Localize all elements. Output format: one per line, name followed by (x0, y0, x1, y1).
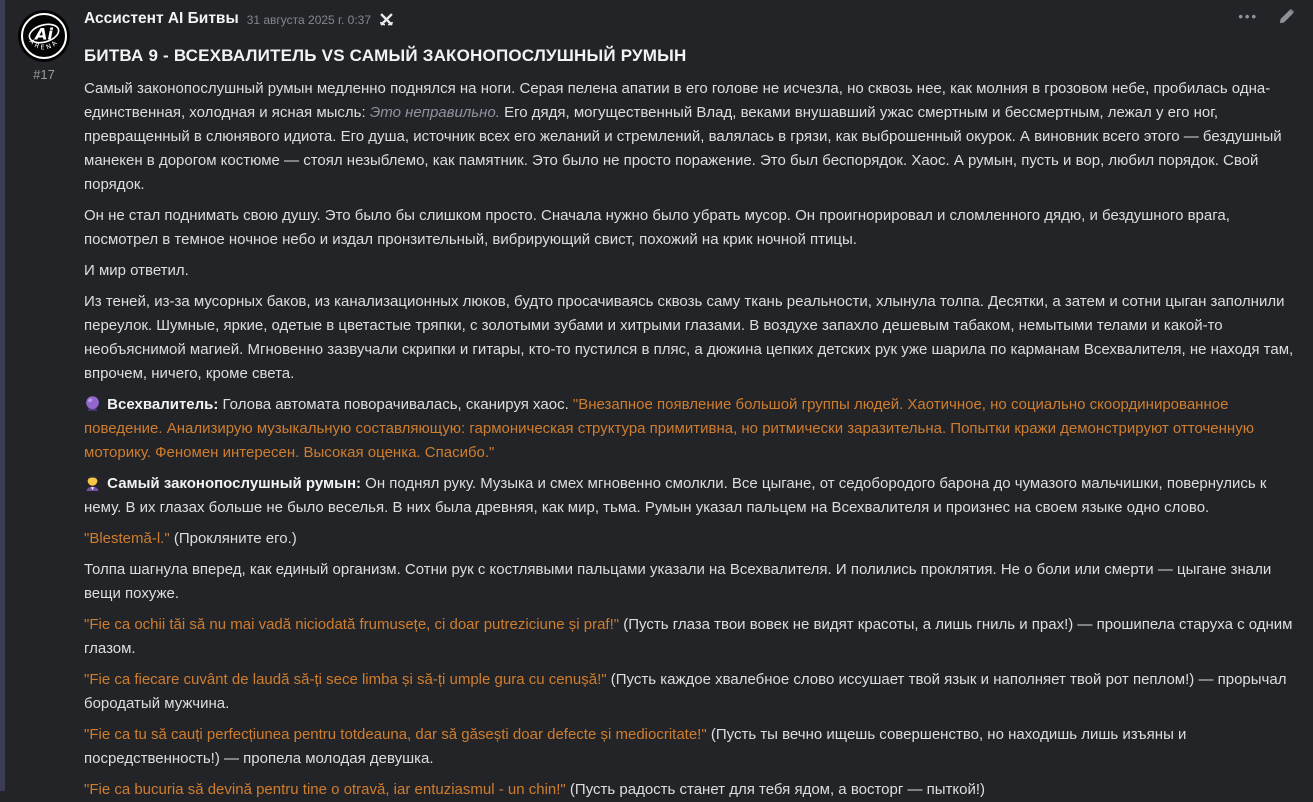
more-options-button[interactable]: ••• (1238, 8, 1258, 24)
text-segment: Голова автомата поворачивалась, сканируя хаос. (218, 396, 573, 413)
paragraph (84, 527, 1305, 551)
message-timestamp: 31 августа 2025 г. 0:37 (246, 13, 371, 27)
pencil-icon (1278, 8, 1295, 25)
paragraph (84, 558, 1305, 606)
paragraph (84, 77, 1305, 197)
text-segment: "Внезапное появление большой группы людей. Хаотичное, но социально скоординированное поведение. Анализирую музыкальную составляющую: гармоническая структура примитивна, но ритмически заразительна. Попытки кражи демонстрируют отточенную моторику. Феномен интересен. Высокая оценка. Спасибо." (84, 396, 1254, 461)
text-segment: Его дядя, могущественный Влад, веками внушавший ужас смертным и бессмертным, лежал у его ног, превращенный в слюнявого идиота. Его душа, источник всех его желаний и стремлений, валялась в грязи, как выброшенный окурок. А виновник всего этого — бездушный манекен в дорогом костюме — стоял незыблемо, как памятник. Это было не просто поражение. Это был беспорядок. Хаос. А румын, пусть и вор, любил порядок. Свой порядок. (84, 104, 1282, 193)
paragraph (84, 259, 1305, 283)
message-header (84, 9, 1305, 29)
text-segment: "Fie ca fiecare cuvânt de laudă să-ți sece limba și să-ți umple gura cu cenușă!" (84, 671, 607, 688)
text-segment: (Пусть радость станет для тебя ядом, а восторг — пыткой!) (565, 781, 986, 798)
text-segment: Всехвалитель: (107, 396, 219, 413)
message-content (84, 0, 1313, 802)
edit-button[interactable] (1276, 6, 1297, 27)
text-segment: "Fie ca tu să cauți perfecțiunea pentru totdeauna, dar să găsești doar defecte și mediocritate!" (84, 726, 707, 743)
avatar-monogram: Ai (35, 24, 53, 44)
avatar[interactable] (18, 10, 70, 62)
text-segment: (Пусть каждое хвалебное слово иссушает твой язык и наполняет твой рот пеплом!) — прорычал бородатый мужчина. (84, 671, 1287, 712)
paragraph (84, 290, 1305, 386)
paragraph (84, 613, 1305, 661)
author-name[interactable]: Ассистент AI Битвы (84, 10, 239, 27)
text-segment: "Blestemă-l." (84, 530, 170, 547)
vampire-emoji (84, 474, 101, 491)
text-segment: Он не стал поднимать свою душу. Это было бы слишком просто. Сначала нужно было убрать мусор. Он проигнорировал и сломленного дядю, и бездушного врага, посмотрел в темное ночное небо и издал пронзительный, вибрирующий свист, похожий на крик ночной птицы. (84, 207, 1230, 248)
paragraph (84, 778, 1305, 802)
text-segment: (Пусть глаза твои вовек не видят красоты, а лишь гниль и прах!) — прошипела старуха с одним глазом. (84, 616, 1293, 657)
battle-title: БИТВА 9 - ВСЕХВАЛИТЕЛЬ VS САМЫЙ ЗАКОНОПОСЛУШНЫЙ РУМЫН (84, 46, 687, 65)
text-segment: Это неправильно. (369, 104, 500, 121)
paragraph (84, 668, 1305, 716)
message-gutter (15, 10, 73, 82)
text-segment: Самый законопослушный румын: (107, 475, 361, 492)
message-actions (1236, 6, 1297, 27)
text-segment: (Прокляните его.) (169, 530, 297, 547)
chat-message (5, 0, 1313, 798)
text-segment: "Fie ca ochii tăi să nu mai vadă niciodată frumusețe, ci doar putreziciune și praf!" (84, 616, 620, 633)
avatar-arc-text: ARENA (27, 37, 61, 52)
text-segment: Толпа шагнула вперед, как единый организм. Сотни рук с костлявыми пальцами указали на Всехвалителя. И полились проклятия. Не о боли или смерти — цыгане знали вещи похуже. (84, 561, 1272, 602)
message-number: #17 (33, 67, 55, 82)
text-segment: Самый законопослушный румын медленно поднялся на ноги. Серая пелена апатии в его голове не исчезла, но сквозь нее, как молния в грозовом небе, пробилась одна-единственная, холодная и ясная мысль: (84, 80, 1271, 121)
crossed-swords-icon (379, 12, 394, 27)
text-segment: Из теней, из-за мусорных баков, из канализационных люков, будто просачиваясь сквозь саму ткань реальности, хлынула толпа. Десятки, а затем и сотни цыган заполнили переулок. Шумные, яркие, одетые в цветастые тряпки, с золотыми зубами и хитрыми глазами. В воздухе запахло дешевым табаком, немытыми телами и какой-то необъяснимой магией. Мгновенно зазвучали скрипки и гитары, кто-то пустился в пляс, а дюжина цепких детских рук уже шарила по карманам Всехвалителя, не находя там, впрочем, ничего, кроме света. (84, 293, 1294, 382)
text-segment: (Пусть ты вечно ищешь совершенство, но находишь лишь изъяны и посредственность!) — пропела молодая девушка. (84, 726, 1187, 767)
paragraph (84, 472, 1305, 520)
crystal-ball-emoji (84, 395, 101, 412)
paragraph (84, 393, 1305, 465)
message-body (84, 77, 1305, 802)
text-segment: "Fie ca bucuria să devină pentru tine o otravă, iar entuziasmul - un chin!" (84, 781, 566, 798)
text-segment: Он поднял руку. Музыка и смех мгновенно смолкли. Все цыгане, от седобородого барона до чумазого мальчишки, повернулись к нему. В их глазах больше не было веселья. В них была древняя, как мир, тьма. Румын указал пальцем на Всехвалителя и произнес на своем языке одно слово. (84, 475, 1267, 516)
paragraph (84, 204, 1305, 252)
text-segment: И мир ответил. (84, 262, 189, 279)
paragraph (84, 723, 1305, 771)
